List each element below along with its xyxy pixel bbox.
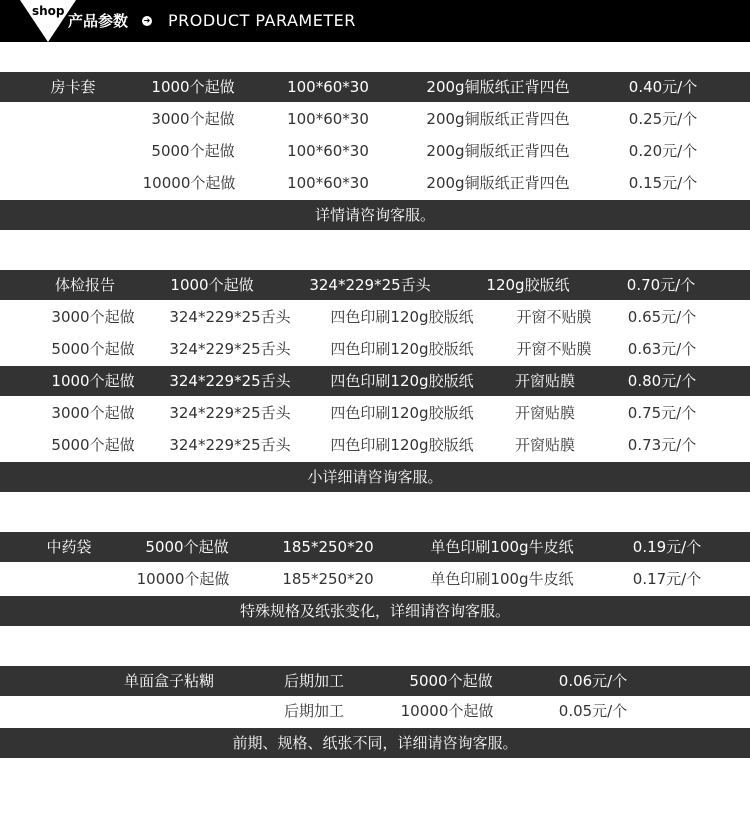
cell: 体检报告	[54, 276, 116, 294]
cell: 5000个起做	[409, 672, 493, 690]
cell: 0.80元/个	[627, 372, 697, 390]
cell: 开窗不贴膜	[516, 308, 592, 326]
cell: 324*229*25舌头	[169, 372, 291, 390]
table-row	[0, 168, 750, 198]
table-row	[0, 270, 750, 300]
cell: 四色印刷120g胶版纸	[330, 308, 474, 326]
cell: 房卡套	[50, 78, 96, 96]
cell: 0.06元/个	[558, 672, 628, 690]
cell: 单色印刷100g牛皮纸	[430, 538, 574, 556]
cell: 后期加工	[283, 672, 345, 690]
cell: 0.73元/个	[627, 436, 697, 454]
arrow-circle-icon: ➜	[143, 16, 151, 25]
cell: 10000个起做	[136, 570, 230, 588]
table-row	[0, 302, 750, 332]
header-title-cn: 产品参数	[68, 12, 129, 30]
header-bar	[0, 0, 750, 42]
cell: 100*60*30	[287, 110, 369, 128]
cell: 200g铜版纸正背四色	[426, 110, 570, 128]
cell: 100*60*30	[287, 142, 369, 160]
cell: 5000个起做	[145, 538, 229, 556]
cell: 0.75元/个	[627, 404, 697, 422]
cell: 0.40元/个	[628, 78, 698, 96]
cell: 0.15元/个	[628, 174, 698, 192]
cell: 100*60*30	[287, 174, 369, 192]
cell: 120g胶版纸	[486, 276, 570, 294]
shop-label: shop	[32, 4, 65, 18]
cell: 185*250*20	[282, 538, 374, 556]
cell: 单面盒子粘糊	[123, 672, 215, 690]
cell: 324*229*25舌头	[169, 308, 291, 326]
table-row	[0, 430, 750, 460]
cell: 0.19元/个	[632, 538, 702, 556]
cell: 200g铜版纸正背四色	[426, 78, 570, 96]
cell: 0.63元/个	[627, 340, 697, 358]
cell: 后期加工	[283, 702, 345, 720]
table-row	[0, 72, 750, 102]
cell: 开窗贴膜	[514, 404, 576, 422]
table-row	[0, 334, 750, 364]
table-row	[0, 564, 750, 594]
cell: 5000个起做	[151, 142, 235, 160]
cell: 0.20元/个	[628, 142, 698, 160]
cell: 0.65元/个	[627, 308, 697, 326]
table-row	[0, 398, 750, 428]
cell: 324*229*25舌头	[169, 404, 291, 422]
cell: 185*250*20	[282, 570, 374, 588]
cell: 中药袋	[46, 538, 92, 556]
header-title-en: PRODUCT PARAMETER	[168, 11, 356, 30]
section-note: 小详细请咨询客服。	[0, 462, 750, 492]
cell: 100*60*30	[287, 78, 369, 96]
cell: 3000个起做	[51, 404, 135, 422]
cell: 四色印刷120g胶版纸	[330, 404, 474, 422]
cell: 1000个起做	[51, 372, 135, 390]
cell: 四色印刷120g胶版纸	[330, 372, 474, 390]
cell: 200g铜版纸正背四色	[426, 174, 570, 192]
table-row	[0, 696, 750, 726]
cell: 0.17元/个	[632, 570, 702, 588]
cell: 0.25元/个	[628, 110, 698, 128]
table-row	[0, 666, 750, 696]
table-row	[0, 104, 750, 134]
cell: 3000个起做	[151, 110, 235, 128]
cell: 开窗贴膜	[514, 372, 576, 390]
table-row	[0, 366, 750, 396]
cell: 5000个起做	[51, 340, 135, 358]
cell: 0.70元/个	[626, 276, 696, 294]
section-note: 前期、规格、纸张不同，详细请咨询客服。	[0, 728, 750, 758]
table-row	[0, 532, 750, 562]
cell: 开窗贴膜	[514, 436, 576, 454]
cell: 0.05元/个	[558, 702, 628, 720]
cell: 1000个起做	[151, 78, 235, 96]
cell: 324*229*25舌头	[169, 340, 291, 358]
cell: 1000个起做	[170, 276, 254, 294]
cell: 10000个起做	[400, 702, 494, 720]
section-note: 特殊规格及纸张变化，详细请咨询客服。	[0, 596, 750, 626]
cell: 5000个起做	[51, 436, 135, 454]
cell: 单色印刷100g牛皮纸	[430, 570, 574, 588]
cell: 四色印刷120g胶版纸	[330, 340, 474, 358]
cell: 开窗不贴膜	[516, 340, 592, 358]
cell: 10000个起做	[142, 174, 236, 192]
cell: 324*229*25舌头	[169, 436, 291, 454]
cell: 200g铜版纸正背四色	[426, 142, 570, 160]
section-note: 详情请咨询客服。	[0, 200, 750, 230]
table-row	[0, 136, 750, 166]
cell: 3000个起做	[51, 308, 135, 326]
cell: 324*229*25舌头	[309, 276, 431, 294]
cell: 四色印刷120g胶版纸	[330, 436, 474, 454]
